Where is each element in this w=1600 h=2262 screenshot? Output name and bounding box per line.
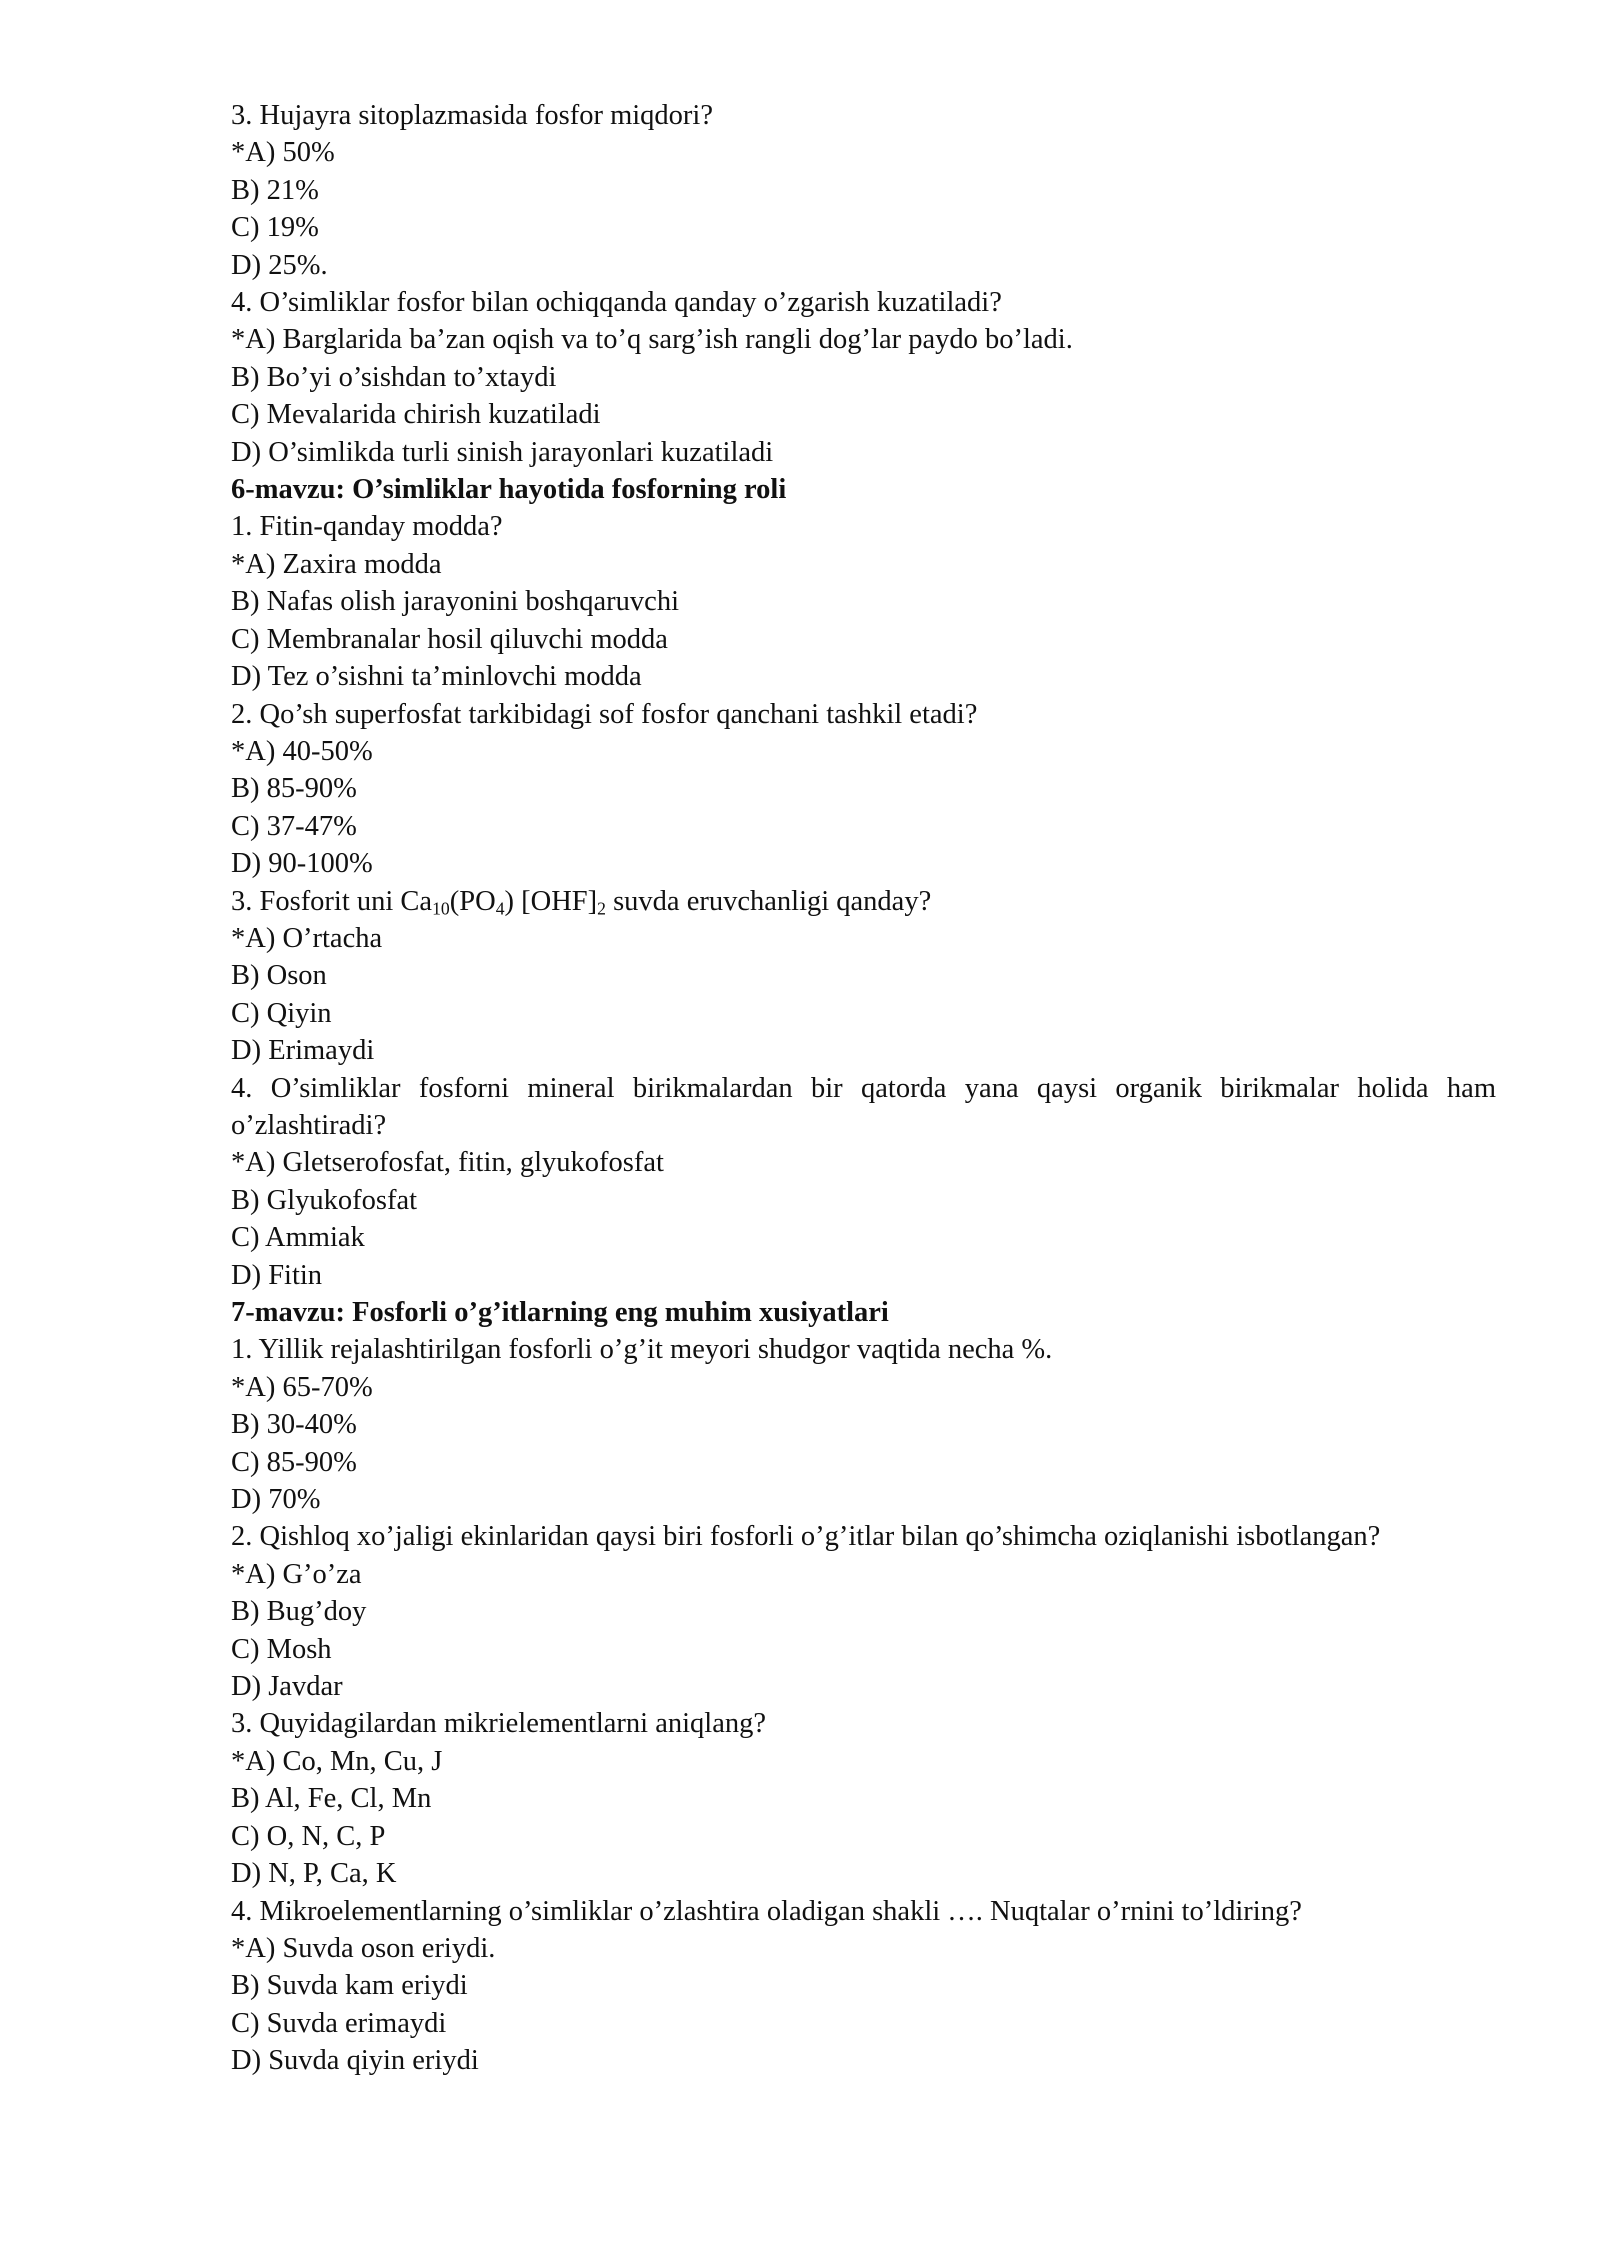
answer-option: D) O’simlikda turli sinish jarayonlari kuzatiladi — [231, 436, 774, 468]
topic-heading: 6-mavzu: O’simliklar hayotida fosforning roli — [231, 474, 787, 506]
answer-option: D) Erimaydi — [231, 1035, 375, 1067]
answer-option: B) 21% — [231, 174, 319, 206]
formula-subscript: 2 — [597, 897, 606, 918]
answer-option: B) Bo’yi o’sishdan to’xtaydi — [231, 361, 557, 393]
answer-option: B) Oson — [231, 960, 327, 992]
answer-option: C) O, N, C, P — [231, 1820, 386, 1852]
answer-option: B) Suvda kam eriydi — [231, 1970, 468, 2002]
answer-option: *A) Co, Mn, Cu, J — [231, 1745, 443, 1777]
answer-option: C) Suvda erimaydi — [231, 2007, 447, 2039]
question-line: 3. Quyidagilardan mikrielementlarni aniqlang? — [231, 1708, 766, 1740]
answer-option: B) Glyukofosfat — [231, 1184, 418, 1216]
answer-option: D) N, P, Ca, K — [231, 1858, 397, 1890]
answer-option: *A) 65-70% — [231, 1371, 373, 1403]
answer-option: *A) O’rtacha — [231, 922, 383, 954]
answer-option: *A) G’o’za — [231, 1558, 362, 1590]
formula-text: (PO — [449, 885, 496, 917]
formula-subscript: 10 — [432, 897, 450, 918]
question-line: 4. Mikroelementlarning o’simliklar o’zlashtira oladigan shakli …. Nuqtalar o’rnini to’ldiring? — [231, 1895, 1302, 1927]
answer-option: D) 90-100% — [231, 848, 373, 880]
answer-option: D) Tez o’sishni ta’minlovchi modda — [231, 661, 642, 693]
answer-option: C) Membranalar hosil qiluvchi modda — [231, 623, 668, 655]
answer-option: B) Al, Fe, Cl, Mn — [231, 1783, 432, 1815]
answer-option: C) Mevalarida chirish kuzatiladi — [231, 399, 601, 431]
answer-option: D) 70% — [231, 1484, 321, 1516]
answer-option: C) 37-47% — [231, 810, 357, 842]
answer-option: D) Suvda qiyin eriydi — [231, 2045, 479, 2077]
answer-option: *A) Suvda oson eriydi. — [231, 1932, 496, 1964]
answer-option: C) Mosh — [231, 1633, 332, 1665]
answer-option: B) Bug’doy — [231, 1596, 367, 1628]
answer-option: D) Javdar — [231, 1671, 343, 1703]
topic-heading: 7-mavzu: Fosforli o’g’itlarning eng muhim xusiyatlari — [231, 1297, 889, 1328]
answer-option: D) 25%. — [231, 249, 328, 281]
answer-option: C) 19% — [231, 212, 319, 244]
question-line: 2. Qo’sh superfosfat tarkibidagi sof fosfor qanchani tashkil etadi? — [231, 698, 978, 730]
answer-option: B) 85-90% — [231, 773, 357, 805]
answer-option: B) Nafas olish jarayonini boshqaruvchi — [231, 586, 679, 618]
formula-text: 3. Fosforit uni Ca — [231, 885, 433, 917]
question-line: 4. O’simliklar fosfor bilan ochiqqanda qanday o’zgarish kuzatiladi? — [231, 287, 1002, 319]
answer-option: *A) Gletserofosfat, fitin, glyukofosfat — [231, 1147, 664, 1179]
answer-option: *A) 40-50% — [231, 735, 373, 767]
answer-option: D) Fitin — [231, 1259, 323, 1291]
answer-option: C) Ammiak — [231, 1222, 365, 1254]
document-body — [231, 97, 1496, 2080]
formula-text: suvda eruvchanligi qanday? — [605, 885, 932, 917]
answer-option: C) 85-90% — [231, 1446, 357, 1478]
question-line: 2. Qishloq xo’jaligi ekinlaridan qaysi biri fosforli o’g’itlar bilan qo’shimcha oziqlanishi isbotlangan? — [231, 1521, 1381, 1553]
question-line: 4. O’simliklar fosforni mineral birikmalardan bir qatorda yana qaysi organik birikmalar holida ham o’zlashtiradi? — [231, 1072, 1496, 1141]
answer-option: C) Qiyin — [231, 997, 332, 1029]
question-line: 1. Yillik rejalashtirilgan fosforli o’g’it meyori shudgor vaqtida necha %. — [231, 1334, 1053, 1366]
answer-option: *A) Zaxira modda — [231, 548, 442, 580]
answer-option: *A) 50% — [231, 137, 335, 169]
answer-option: *A) Barglarida ba’zan oqish va to’q sarg’ish rangli dog’lar paydo bo’ladi. — [231, 324, 1073, 356]
question-line — [231, 883, 1496, 920]
answer-option: B) 30-40% — [231, 1409, 357, 1441]
question-line: 1. Fitin-qanday modda? — [231, 511, 503, 543]
question-line: 3. Hujayra sitoplazmasida fosfor miqdori? — [231, 100, 713, 131]
formula-subscript: 4 — [495, 897, 505, 918]
formula-text: ) [OHF] — [504, 885, 598, 917]
